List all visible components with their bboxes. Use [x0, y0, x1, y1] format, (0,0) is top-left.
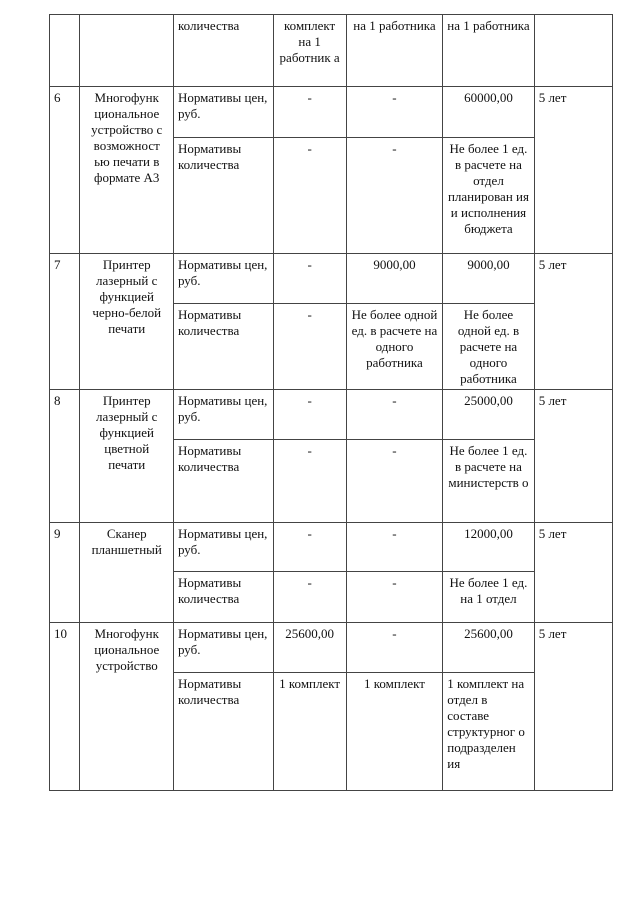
header-cell: на 1 работника [443, 15, 534, 87]
item-name: Многофунк циональное устройство с возможност ью печати в формате А3 [80, 87, 173, 254]
table-row [50, 390, 613, 440]
norm-label: Нормативы цен, руб. [173, 254, 273, 304]
norm-label: Нормативы количества [173, 572, 273, 623]
norms-table [49, 14, 613, 791]
service-period: 5 лет [534, 87, 612, 254]
item-name: Сканер планшетный [80, 523, 173, 623]
value-cell: - [273, 254, 346, 304]
value-cell: - [346, 572, 443, 623]
value-cell: - [346, 623, 443, 673]
norm-label: Нормативы количества [173, 673, 273, 791]
value-cell: 1 комплект [346, 673, 443, 791]
value-cell: Не более 1 ед. в расчете на министерств о [443, 440, 534, 523]
row-number: 7 [50, 254, 80, 390]
header-cell [80, 15, 173, 87]
value-cell: 1 комплект на отдел в составе структурног о подразделен ия [443, 673, 534, 791]
norm-label: Нормативы количества [173, 138, 273, 254]
header-cell [50, 15, 80, 87]
value-cell: 9000,00 [346, 254, 443, 304]
value-cell: 25600,00 [273, 623, 346, 673]
value-cell: - [273, 87, 346, 138]
row-number: 8 [50, 390, 80, 523]
value-cell: Не более одной ед. в расчете на одного работника [346, 304, 443, 390]
value-cell: Не более 1 ед. в расчете на отдел планирован ия и исполнения бюджета [443, 138, 534, 254]
value-cell: - [273, 572, 346, 623]
norm-label: Нормативы цен, руб. [173, 390, 273, 440]
service-period: 5 лет [534, 623, 612, 791]
item-name: Принтер лазерный с функцией цветной печати [80, 390, 173, 523]
value-cell: Не более одной ед. в расчете на одного работника [443, 304, 534, 390]
value-cell: - [273, 304, 346, 390]
item-name: Многофунк циональное устройство [80, 623, 173, 791]
value-cell: - [273, 138, 346, 254]
value-cell: - [346, 87, 443, 138]
item-name: Принтер лазерный с функцией черно-белой печати [80, 254, 173, 390]
value-cell: Не более 1 ед. на 1 отдел [443, 572, 534, 623]
norm-label: Нормативы цен, руб. [173, 623, 273, 673]
norm-label: Нормативы цен, руб. [173, 87, 273, 138]
value-cell: - [346, 440, 443, 523]
row-number: 6 [50, 87, 80, 254]
service-period: 5 лет [534, 523, 612, 623]
value-cell: 25000,00 [443, 390, 534, 440]
header-cell: на 1 работника [346, 15, 443, 87]
norm-label: Нормативы количества [173, 304, 273, 390]
row-number: 9 [50, 523, 80, 623]
norm-label: Нормативы количества [173, 440, 273, 523]
header-cell: количества [173, 15, 273, 87]
header-cell [534, 15, 612, 87]
value-cell: 1 комплект [273, 673, 346, 791]
value-cell: - [346, 523, 443, 572]
header-cell: комплект на 1 работник а [273, 15, 346, 87]
table-row [50, 254, 613, 304]
table-row [50, 87, 613, 138]
value-cell: 12000,00 [443, 523, 534, 572]
value-cell: - [273, 440, 346, 523]
value-cell: 9000,00 [443, 254, 534, 304]
value-cell: - [273, 523, 346, 572]
table-row [50, 623, 613, 673]
value-cell: - [346, 138, 443, 254]
row-number: 10 [50, 623, 80, 791]
value-cell: 25600,00 [443, 623, 534, 673]
value-cell: 60000,00 [443, 87, 534, 138]
service-period: 5 лет [534, 390, 612, 523]
header-row [50, 15, 613, 87]
value-cell: - [273, 390, 346, 440]
table-row [50, 523, 613, 572]
value-cell: - [346, 390, 443, 440]
service-period: 5 лет [534, 254, 612, 390]
norm-label: Нормативы цен, руб. [173, 523, 273, 572]
